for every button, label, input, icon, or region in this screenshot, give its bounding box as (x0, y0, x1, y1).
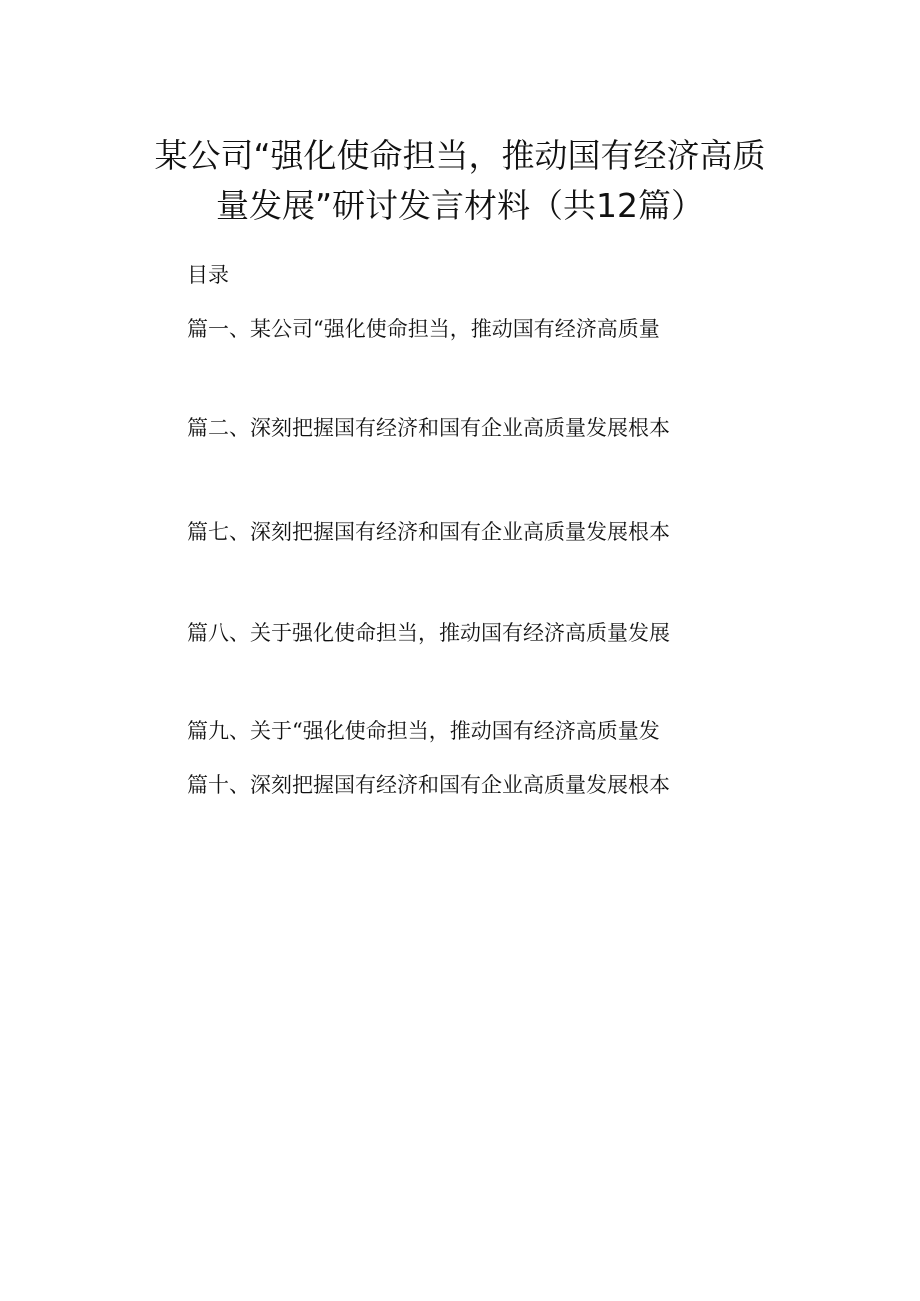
toc-item-1[interactable]: 篇一、某公司“强化使命担当，推动国有经济高质量 (187, 317, 660, 341)
toc-item-5[interactable]: 篇九、关于“强化使命担当，推动国有经济高质量发 (187, 719, 660, 743)
toc-item-2[interactable]: 篇二、深刻把握国有经济和国有企业高质量发展根本 (187, 416, 670, 440)
document-title-line-1: 某公司“强化使命担当，推动国有经济高质 (154, 136, 766, 175)
document-title-line-2: 量发展”研讨发言材料（共12篇） (215, 186, 705, 225)
toc-heading: 目录 (187, 263, 229, 287)
toc-item-4[interactable]: 篇八、关于强化使命担当，推动国有经济高质量发展 (187, 621, 670, 645)
toc-item-6[interactable]: 篇十、深刻把握国有经济和国有企业高质量发展根本 (187, 773, 670, 797)
toc-item-3[interactable]: 篇七、深刻把握国有经济和国有企业高质量发展根本 (187, 520, 670, 544)
